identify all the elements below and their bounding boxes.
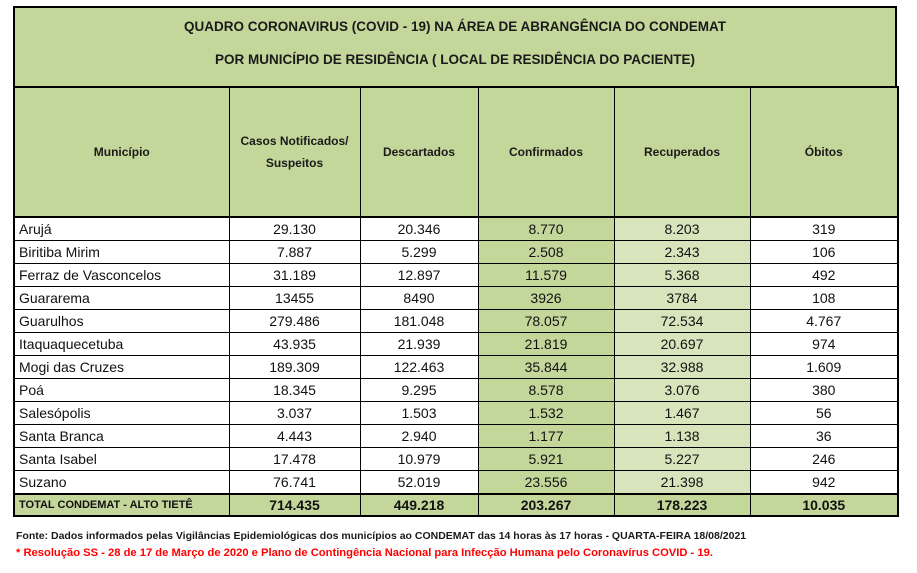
cell-recuperados: 32.988: [614, 356, 750, 379]
cell-municipio: Poá: [14, 379, 229, 402]
table-row: [14, 448, 898, 471]
cell-confirmados: 8.578: [478, 379, 614, 402]
covid-table: [13, 86, 899, 517]
total-confirmados: 203.267: [478, 494, 614, 516]
cell-casos: 43.935: [229, 333, 360, 356]
cell-descartados: 181.048: [360, 310, 478, 333]
cell-descartados: 21.939: [360, 333, 478, 356]
table-row: [14, 402, 898, 425]
total-recuperados: 178.223: [614, 494, 750, 516]
cell-obitos: 36: [750, 425, 898, 448]
table-row: [14, 217, 898, 241]
cell-municipio: Ferraz de Vasconcelos: [14, 264, 229, 287]
cell-obitos: 380: [750, 379, 898, 402]
cell-descartados: 2.940: [360, 425, 478, 448]
cell-municipio: Salesópolis: [14, 402, 229, 425]
cell-recuperados: 2.343: [614, 241, 750, 264]
cell-descartados: 12.897: [360, 264, 478, 287]
cell-municipio: Guararema: [14, 287, 229, 310]
table-row: [14, 310, 898, 333]
cell-municipio: Guarulhos: [14, 310, 229, 333]
cell-municipio: Suzano: [14, 471, 229, 495]
table-row: [14, 333, 898, 356]
cell-confirmados: 78.057: [478, 310, 614, 333]
table-row: [14, 471, 898, 495]
cell-casos: 189.309: [229, 356, 360, 379]
cell-recuperados: 5.227: [614, 448, 750, 471]
cell-municipio: Mogi das Cruzes: [14, 356, 229, 379]
cell-casos: 279.486: [229, 310, 360, 333]
cell-recuperados: 1.138: [614, 425, 750, 448]
cell-casos: 17.478: [229, 448, 360, 471]
cell-recuperados: 21.398: [614, 471, 750, 495]
cell-recuperados: 5.368: [614, 264, 750, 287]
cell-obitos: 106: [750, 241, 898, 264]
cell-casos: 31.189: [229, 264, 360, 287]
cell-obitos: 319: [750, 217, 898, 241]
cell-obitos: 1.609: [750, 356, 898, 379]
cell-confirmados: 8.770: [478, 217, 614, 241]
cell-obitos: 246: [750, 448, 898, 471]
header-municipio: Município: [14, 87, 229, 217]
cell-municipio: Biritiba Mirim: [14, 241, 229, 264]
source-note: Fonte: Dados informados pelas Vigilâncias Epidemiológicas dos municípios ao CONDEMAT das 14 horas às 17 horas - QUARTA-FEIRA 18/08/2021: [16, 530, 747, 542]
cell-obitos: 4.767: [750, 310, 898, 333]
cell-casos: 3.037: [229, 402, 360, 425]
cell-confirmados: 3926: [478, 287, 614, 310]
cell-descartados: 8490: [360, 287, 478, 310]
title-line-2: POR MUNICÍPIO DE RESIDÊNCIA ( LOCAL DE RESIDÊNCIA DO PACIENTE): [214, 52, 696, 67]
table-row: [14, 241, 898, 264]
resolution-note: * Resolução SS - 28 de 17 de Março de 2020 e Plano de Contingência Nacional para Infecção Humana pelo Coronavírus COVID - 19.: [16, 547, 713, 559]
cell-casos: 7.887: [229, 241, 360, 264]
cell-recuperados: 8.203: [614, 217, 750, 241]
cell-municipio: Santa Isabel: [14, 448, 229, 471]
cell-confirmados: 2.508: [478, 241, 614, 264]
cell-descartados: 1.503: [360, 402, 478, 425]
cell-descartados: 9.295: [360, 379, 478, 402]
cell-municipio: Itaquaquecetuba: [14, 333, 229, 356]
cell-recuperados: 72.534: [614, 310, 750, 333]
cell-obitos: 942: [750, 471, 898, 495]
header-casos: [229, 87, 360, 217]
header-confirmados: Confirmados: [478, 87, 614, 217]
cell-confirmados: 35.844: [478, 356, 614, 379]
title-box: [13, 6, 897, 88]
header-casos-line1: Casos Notificados/: [240, 134, 349, 148]
cell-descartados: 52.019: [360, 471, 478, 495]
cell-confirmados: 23.556: [478, 471, 614, 495]
header-recuperados: Recuperados: [614, 87, 750, 217]
cell-municipio: Arujá: [14, 217, 229, 241]
header-obitos: Óbitos: [750, 87, 898, 217]
cell-descartados: 122.463: [360, 356, 478, 379]
cell-descartados: 5.299: [360, 241, 478, 264]
table-row: [14, 425, 898, 448]
cell-casos: 18.345: [229, 379, 360, 402]
cell-confirmados: 11.579: [478, 264, 614, 287]
table-row: [14, 356, 898, 379]
cell-recuperados: 20.697: [614, 333, 750, 356]
cell-confirmados: 5.921: [478, 448, 614, 471]
covid-report: [13, 6, 897, 517]
cell-obitos: 492: [750, 264, 898, 287]
table-row: [14, 264, 898, 287]
title-line-1: QUADRO CORONAVIRUS (COVID - 19) NA ÁREA DE ABRANGÊNCIA DO CONDEMAT: [183, 19, 726, 34]
cell-confirmados: 1.532: [478, 402, 614, 425]
cell-confirmados: 21.819: [478, 333, 614, 356]
cell-casos: 4.443: [229, 425, 360, 448]
cell-obitos: 108: [750, 287, 898, 310]
cell-recuperados: 3.076: [614, 379, 750, 402]
cell-obitos: 56: [750, 402, 898, 425]
total-municipio: TOTAL CONDEMAT - ALTO TIETÊ: [14, 494, 229, 516]
table-row: [14, 287, 898, 310]
total-casos: 714.435: [229, 494, 360, 516]
header-casos-line2: Suspeitos: [265, 156, 324, 170]
cell-casos: 29.130: [229, 217, 360, 241]
header-descartados: Descartados: [360, 87, 478, 217]
total-descartados: 449.218: [360, 494, 478, 516]
cell-casos: 13455: [229, 287, 360, 310]
total-obitos: 10.035: [750, 494, 898, 516]
total-row: [14, 494, 898, 516]
header-row: [14, 87, 898, 217]
cell-municipio: Santa Branca: [14, 425, 229, 448]
cell-casos: 76.741: [229, 471, 360, 495]
table-row: [14, 379, 898, 402]
cell-confirmados: 1.177: [478, 425, 614, 448]
cell-descartados: 20.346: [360, 217, 478, 241]
cell-recuperados: 3784: [614, 287, 750, 310]
cell-obitos: 974: [750, 333, 898, 356]
cell-descartados: 10.979: [360, 448, 478, 471]
cell-recuperados: 1.467: [614, 402, 750, 425]
